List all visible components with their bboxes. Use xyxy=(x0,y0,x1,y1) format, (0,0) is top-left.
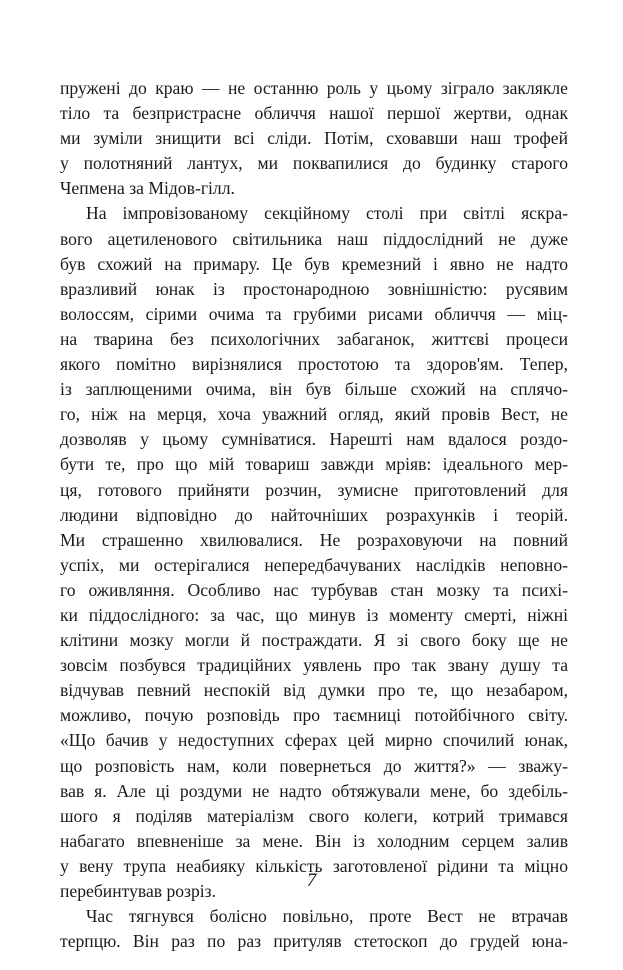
text-line: шого я поділяв матеріалізм свого колеги, котрий тримався xyxy=(60,805,568,826)
text-line: бути те, про що мій товариш завжди мріяв: ідеального мер- xyxy=(60,454,568,475)
text-line: го оживляння. Особливо нас турбував стан мозку та психі- xyxy=(60,579,568,600)
text-line: був схожий на примару. Це був кремезний і явно не надто xyxy=(60,253,568,274)
text-line: набагато впевненіше за мене. Він із холодним серцем залив xyxy=(60,830,568,851)
paragraph xyxy=(60,201,568,904)
text-line: у вену трупа неабияку кількість заготовленої рідини та міцно xyxy=(60,855,568,876)
page-number: 7 xyxy=(306,870,317,891)
text-line: ця, готового прийняти розчин, зумисне приготовлений для xyxy=(60,479,568,500)
text-line: пружені до краю — не останню роль у цьому зіграло заклякле xyxy=(60,78,568,98)
paragraph xyxy=(60,76,568,201)
text-line: вого ацетиленового світильника наш піддослідний не дуже xyxy=(60,228,568,249)
book-page-text xyxy=(60,76,568,954)
text-line: дозволяв у цьому сумніватися. Нарешті нам вдалося роздо- xyxy=(60,429,568,450)
text-line: го, ніж на мерця, хоча уважний огляд, який провів Вест, не xyxy=(60,404,568,425)
text-line: зовсім позбувся традиційних уявлень про так звану душу та xyxy=(60,655,568,676)
text-line: На імпровізованому секційному столі при світлі яскра- xyxy=(86,203,568,224)
text-line: ми зуміли знищити всі сліди. Потім, сховавши наш трофей xyxy=(60,128,568,149)
text-line: відчував певний неспокій від думки про те, що незабаром, xyxy=(60,680,568,701)
text-line: клітини мозку могли й постраждати. Я зі свого боку ще не xyxy=(60,630,568,651)
text-line: вав я. Але ці роздуми не надто обтяжували мене, бо здебіль- xyxy=(60,780,568,801)
text-line: із заплющеними очима, він був більше схожий на сплячо- xyxy=(60,379,568,400)
text-line: ки піддослідного: за час, що минув із моменту смерті, ніжні xyxy=(60,604,568,625)
text-line: людини відповідно до найточніших розрахунків і теорій. xyxy=(60,504,568,525)
text-line: у полотняний лантух, ми поквапилися до будинку старого xyxy=(60,153,568,174)
text-line: Чепмена за Мідов-гілл. xyxy=(60,178,235,199)
text-line: якого помітно вирізнялися простотою та здоров'ям. Тепер, xyxy=(60,354,568,375)
text-line: на тварина без психологічних забаганок, життєві процеси xyxy=(60,328,568,349)
text-line: Час тягнувся болісно повільно, проте Вест не втрачав xyxy=(86,906,568,927)
text-line: волоссям, сірими очима та грубими рисами обличчя — міц- xyxy=(60,303,568,324)
text-line: Ми страшенно хвилювалися. Не розраховуючи на повний xyxy=(60,529,568,550)
paragraph xyxy=(60,904,568,954)
text-line: тіло та безпристрасне обличчя нашої першої жертви, однак xyxy=(60,103,568,124)
text-line: можливо, почую розповідь про таємниці потойбічного світу. xyxy=(60,705,568,726)
text-line: перебинтував розріз. xyxy=(60,881,217,901)
text-line: що розповість нам, коли повернеться до життя?» — зважу- xyxy=(60,755,568,776)
text-line: «Що бачив у недоступних сферах цей мирно спочилий юнак, xyxy=(60,730,568,751)
text-line: терпцю. Він раз по раз притуляв стетоскоп до грудей юна- xyxy=(60,931,568,952)
text-line: вразливий юнак із простонародною зовнішністю: русявим xyxy=(60,278,568,299)
text-line: успіх, ми остерігалися непередбачуваних наслідків неповно- xyxy=(60,554,568,575)
